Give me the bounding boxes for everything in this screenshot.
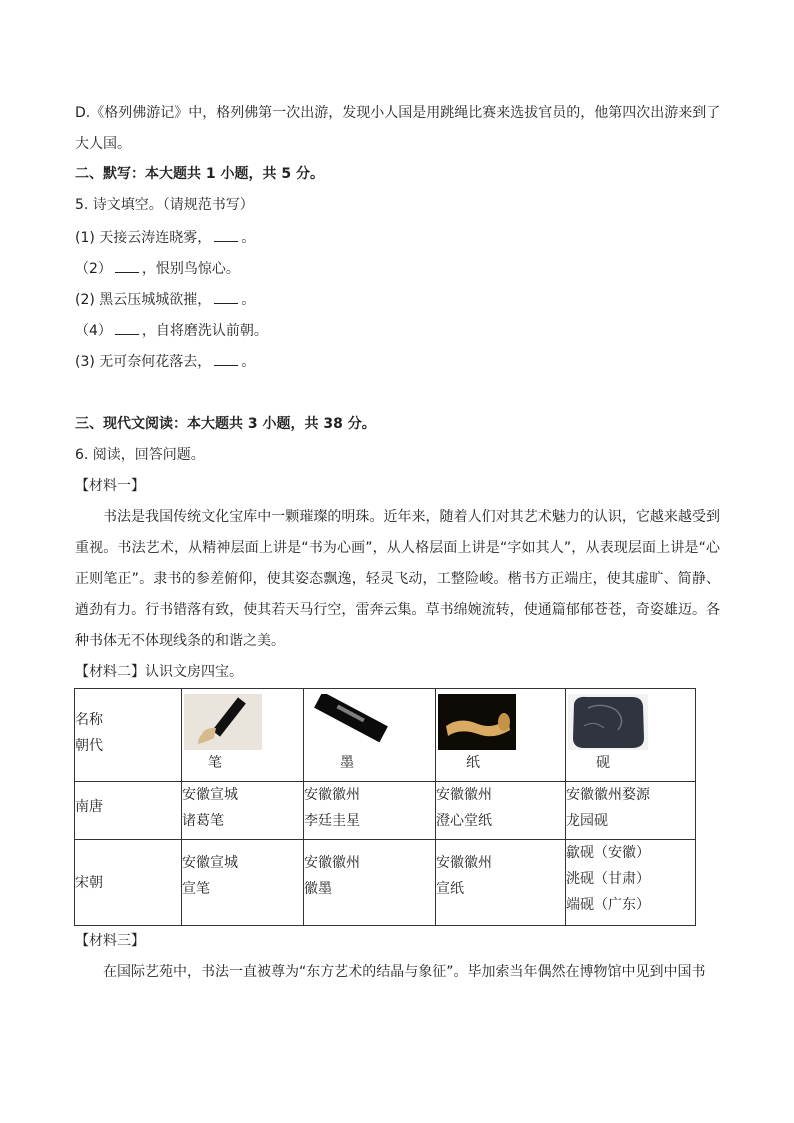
answer-blank-1[interactable] bbox=[214, 229, 238, 242]
option-d-line-2: 大人国。 bbox=[75, 136, 131, 152]
table-cell bbox=[182, 782, 304, 840]
table-cell bbox=[304, 840, 436, 926]
material-3-label: 【材料三】 bbox=[75, 933, 145, 949]
column-label-brush: 笔 bbox=[208, 755, 222, 771]
question-5-title: 5. 诗文填空。（请规范书写） bbox=[75, 197, 254, 213]
table-cell bbox=[436, 782, 566, 840]
column-label-paper: 纸 bbox=[466, 755, 480, 771]
material-1-label: 【材料一】 bbox=[75, 478, 145, 494]
dynasty-cell bbox=[75, 782, 182, 840]
cell-line: 李廷圭星 bbox=[304, 813, 360, 829]
poem-line-2 bbox=[75, 259, 240, 279]
cell-line: 安徽宣城 bbox=[182, 787, 238, 803]
table-header-corner bbox=[75, 689, 182, 782]
poem-line-4 bbox=[75, 321, 268, 341]
poem-line-2-number: （2） bbox=[75, 261, 112, 277]
cell-line: 端砚（广东） bbox=[566, 897, 650, 913]
poem-line-4-number: （4） bbox=[75, 323, 112, 339]
dynasty-label: 南唐 bbox=[75, 799, 103, 815]
dynasty-cell bbox=[75, 840, 182, 926]
answer-blank-2[interactable] bbox=[115, 260, 139, 273]
table-cell bbox=[566, 782, 696, 840]
section-2-title: 二、默写：本大题共 1 小题，共 5 分。 bbox=[75, 166, 324, 182]
brush-image bbox=[182, 694, 303, 750]
answer-blank-3[interactable] bbox=[214, 291, 238, 304]
table-row bbox=[75, 840, 696, 926]
table-row bbox=[75, 782, 696, 840]
table-cell bbox=[304, 782, 436, 840]
cell-line: 歙砚（安徽） bbox=[566, 845, 650, 861]
cell-line: 洮砚（甘肃） bbox=[566, 871, 650, 887]
cell-line: 宣纸 bbox=[436, 881, 464, 897]
cell-line: 澄心堂纸 bbox=[436, 813, 492, 829]
end-mark: 。 bbox=[241, 230, 256, 246]
table-header-row bbox=[75, 689, 696, 782]
poem-line-3-text: (2) 黑云压城城欲摧， bbox=[75, 292, 212, 308]
paper-scroll-image bbox=[436, 694, 565, 750]
four-treasures-table bbox=[74, 688, 696, 926]
dynasty-label: 宋朝 bbox=[75, 874, 103, 891]
end-mark: 。 bbox=[241, 354, 256, 370]
cell-line: 龙园砚 bbox=[566, 813, 608, 829]
header-dynasty-label: 朝代 bbox=[75, 738, 103, 754]
material-3-text: 在国际艺苑中，书法一直被尊为“东方艺术的结晶与象征”。毕加索当年偶然在博物馆中见到中国书 bbox=[103, 964, 706, 980]
cell-line: 诸葛笔 bbox=[182, 813, 224, 829]
option-d-line-1: D.《格列佛游记》中，格列佛第一次出游，发现小人国是用跳绳比赛来选拔官员的，他第四次出游来到了 bbox=[75, 105, 721, 121]
table-cell bbox=[436, 840, 566, 926]
header-ink bbox=[304, 689, 436, 782]
answer-blank-4[interactable] bbox=[115, 322, 139, 335]
section-3-title: 三、现代文阅读：本大题共 3 小题，共 38 分。 bbox=[75, 416, 376, 432]
cell-line: 安徽徽州 bbox=[304, 855, 360, 871]
column-label-inkstone: 砚 bbox=[596, 755, 610, 771]
header-paper bbox=[436, 689, 566, 782]
cell-line: 安徽宣城 bbox=[182, 855, 238, 871]
answer-blank-5[interactable] bbox=[214, 353, 238, 366]
table-cell bbox=[182, 840, 304, 926]
poem-line-4-text: ，自将磨洗认前朝。 bbox=[141, 323, 268, 339]
poem-line-5-text: (3) 无可奈何花落去， bbox=[75, 354, 212, 370]
poem-line-5 bbox=[75, 352, 255, 372]
poem-line-2-text: ，恨别鸟惊心。 bbox=[141, 261, 240, 277]
material-2-label: 【材料二】认识文房四宝。 bbox=[75, 664, 243, 680]
poem-line-1 bbox=[75, 228, 255, 248]
end-mark: 。 bbox=[241, 292, 256, 308]
question-6-title: 6. 阅读，回答问题。 bbox=[75, 447, 205, 463]
ink-stick-image bbox=[304, 694, 435, 750]
header-name-label: 名称 bbox=[75, 712, 103, 728]
cell-line: 安徽徽州 bbox=[436, 787, 492, 803]
cell-line: 安徽徽州婺源 bbox=[566, 787, 650, 803]
header-inkstone bbox=[566, 689, 696, 782]
poem-line-1-text: (1) 天接云涛连晓雾， bbox=[75, 230, 212, 246]
cell-line: 宣笔 bbox=[182, 881, 210, 897]
header-brush bbox=[182, 689, 304, 782]
column-label-ink: 墨 bbox=[340, 755, 354, 771]
cell-line: 安徽徽州 bbox=[436, 855, 492, 871]
poem-line-3 bbox=[75, 290, 255, 310]
material-1-text: 书法是我国传统文化宝库中一颗璀璨的明珠。近年来，随着人们对其艺术魅力的认识，它越来越受到重视。书法艺术，从精神层面上讲是“书为心画”，从人格层面上讲是“字如其人”，从表现层面上讲是“心正则笔正”。隶书的参差俯仰，使其姿态飘逸，轻灵飞动，工整险峻。楷书方正端庄，使其虚旷、简静、遒劲有力。行书错落有致，使其若天马行空，雷奔云集。草书绵婉流转，使通篇郁郁苍苍，奇姿雄迈。各种书体无不体现线条的和谐之美。 bbox=[75, 509, 720, 649]
inkstone-image bbox=[566, 694, 695, 750]
cell-line: 徽墨 bbox=[304, 881, 332, 897]
cell-line: 安徽徽州 bbox=[304, 787, 360, 803]
table-cell bbox=[566, 840, 696, 926]
